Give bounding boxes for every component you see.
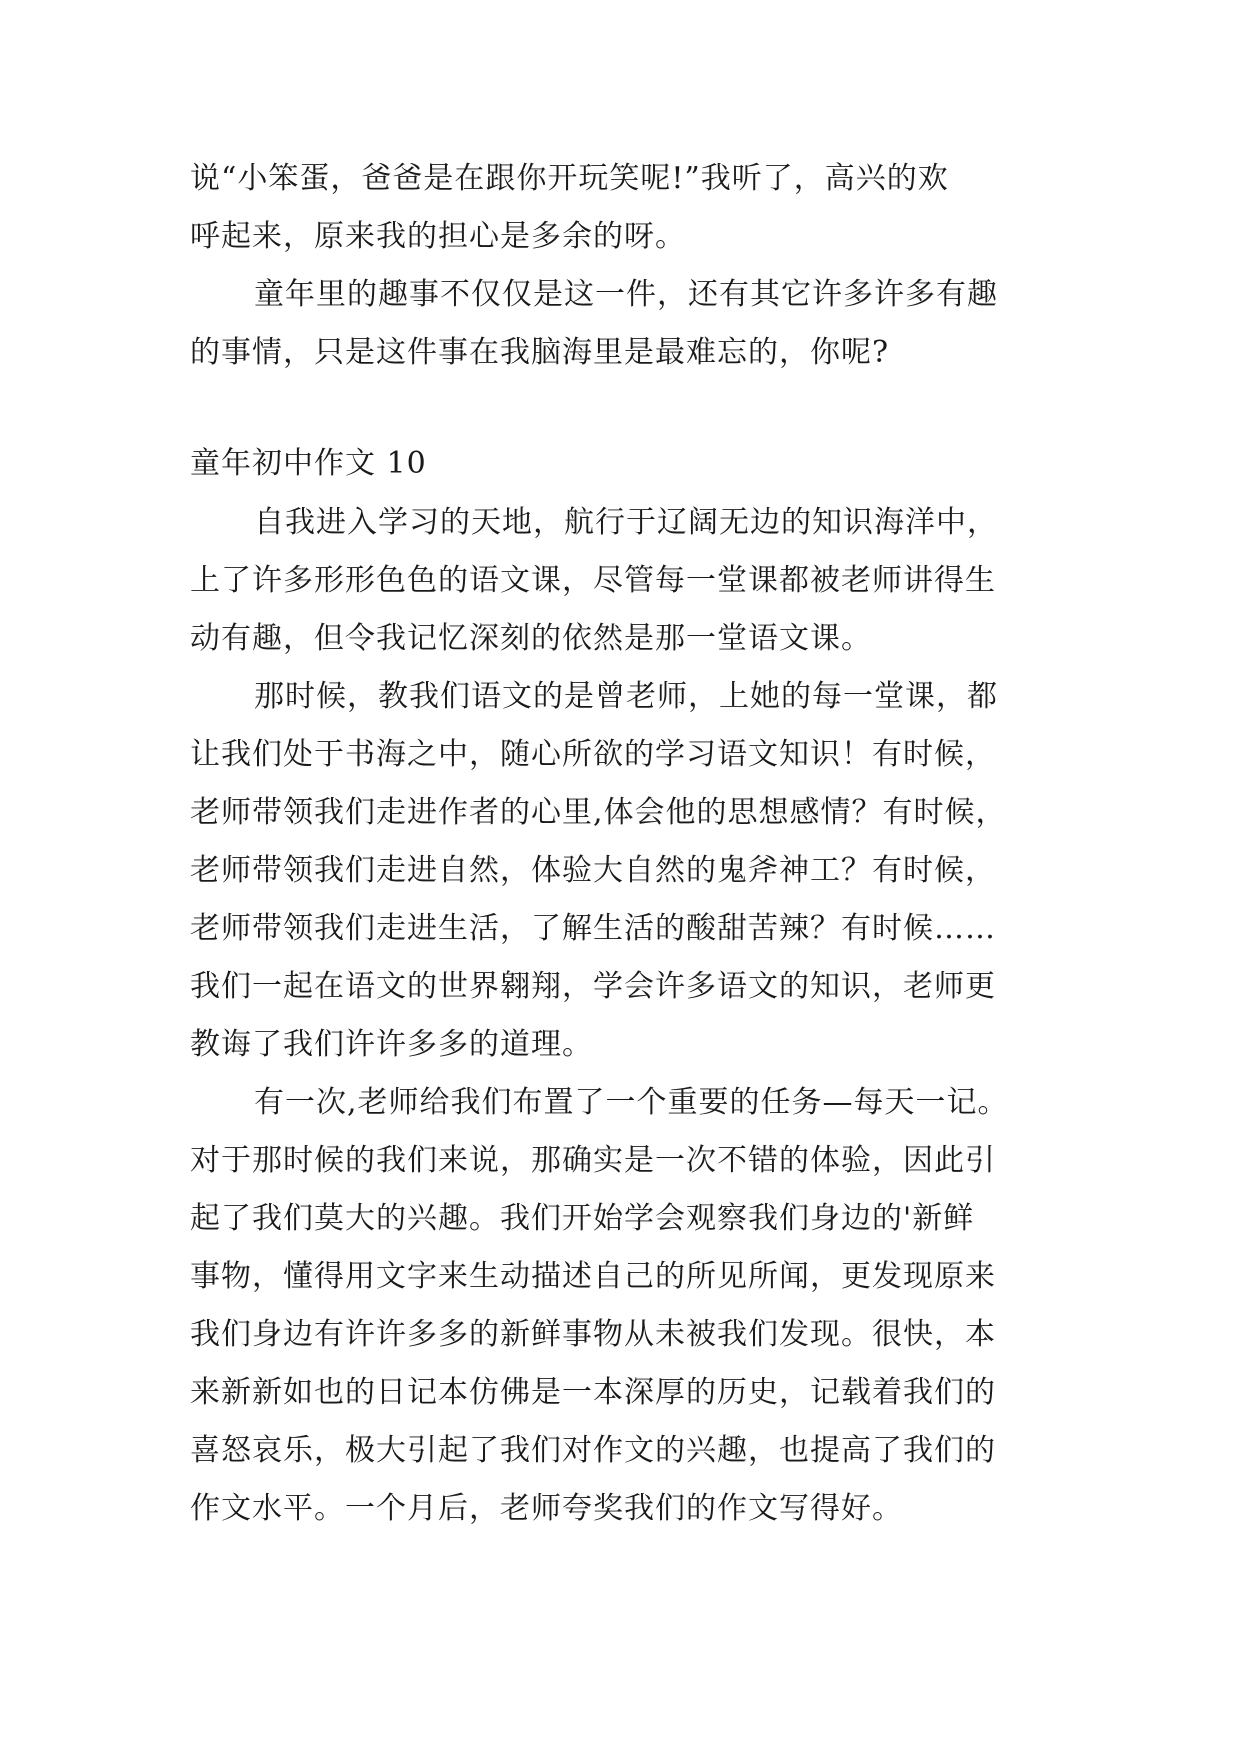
paragraph xyxy=(190,266,1060,382)
text-line: 童年里的趣事不仅仅是这一件，还有其它许多许多有趣 xyxy=(254,277,998,312)
text-line: 那时候，教我们语文的是曾老师，上她的每一堂课，都 xyxy=(254,679,998,714)
text-line: 我们身边有许许多多的新鲜事物从未被我们发现。很快，本 xyxy=(190,1317,996,1352)
text-line: 的事情，只是这件事在我脑海里是最难忘的，你呢? xyxy=(190,335,890,370)
text-line: 动有趣，但令我记忆深刻的依然是那一堂语文课。 xyxy=(190,621,872,656)
paragraph xyxy=(190,150,1060,266)
section-heading: 童年初中作文 10 xyxy=(190,446,427,481)
text-line: 我们一起在语文的世界翱翔，学会许多语文的知识，老师更 xyxy=(190,969,996,1004)
text-line: 对于那时候的我们来说，那确实是一次不错的体验，因此引 xyxy=(190,1143,996,1178)
text-line: 让我们处于书海之中，随心所欲的学习语文知识！有时候， xyxy=(190,737,996,772)
text-line: 自我进入学习的天地，航行于辽阔无边的知识海洋中， xyxy=(254,505,998,540)
text-line: 说“小笨蛋，爸爸是在跟你开玩笑呢!”我听了，高兴的欢 xyxy=(190,161,949,196)
paragraph xyxy=(190,1074,1060,1538)
document-page xyxy=(190,150,1060,1538)
text-line: 事物，懂得用文字来生动描述自己的所见所闻，更发现原来 xyxy=(190,1259,996,1294)
paragraph xyxy=(190,494,1060,668)
text-line: 上了许多形形色色的语文课，尽管每一堂课都被老师讲得生 xyxy=(190,563,996,598)
text-line: 有一次,老师给我们布置了一个重要的任务—每天一记。 xyxy=(254,1085,1009,1120)
text-line: 起了我们莫大的兴趣。我们开始学会观察我们身边的'新鲜 xyxy=(190,1201,975,1236)
section-spacer xyxy=(190,382,1060,434)
text-line: 来新新如也的日记本仿佛是一本深厚的历史，记载着我们的 xyxy=(190,1375,996,1410)
text-line: 呼起来，原来我的担心是多余的呀。 xyxy=(190,219,686,254)
text-line: 作文水平。一个月后，老师夸奖我们的作文写得好。 xyxy=(190,1491,903,1526)
paragraph xyxy=(190,668,1060,1074)
text-line: 喜怒哀乐，极大引起了我们对作文的兴趣，也提高了我们的 xyxy=(190,1433,996,1468)
text-line: 教诲了我们许许多多的道理。 xyxy=(190,1027,593,1062)
text-line: 老师带领我们走进生活，了解生活的酸甜苦辣？有时候…… xyxy=(190,911,996,946)
text-line: 老师带领我们走进自然，体验大自然的鬼斧神工？有时候， xyxy=(190,853,996,888)
text-line: 老师带领我们走进作者的心里,体会他的思想感情？有时候， xyxy=(190,795,1007,830)
